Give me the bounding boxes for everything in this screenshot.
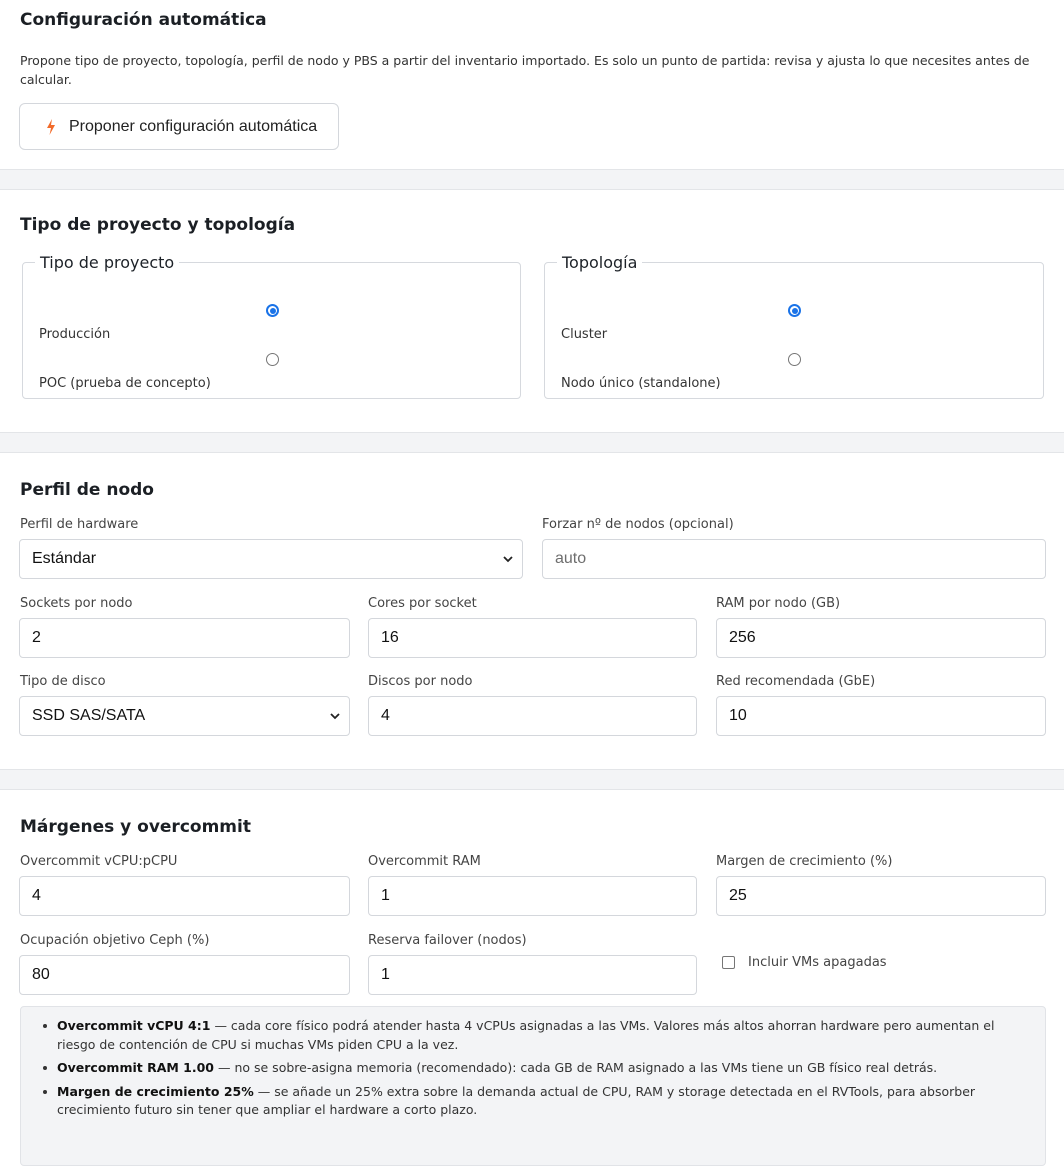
vcpu-overcommit-value: 4 bbox=[32, 887, 41, 904]
node-profile-card bbox=[0, 452, 1064, 770]
network-label: Red recomendada (GbE) bbox=[716, 674, 876, 689]
cores-value: 16 bbox=[381, 629, 399, 646]
note-vcpu-bold: Overcommit vCPU 4:1 bbox=[57, 1018, 211, 1033]
note-ram-text: — no se sobre-asigna memoria (recomendado): cada GB de RAM asignado a las VMs tiene un GB físico real detrás. bbox=[214, 1060, 938, 1075]
chevron-down-icon bbox=[329, 710, 341, 722]
growth-margin-input[interactable] bbox=[716, 876, 1046, 916]
radio-cluster[interactable] bbox=[788, 304, 801, 317]
disk-type-label: Tipo de disco bbox=[20, 674, 106, 689]
ram-overcommit-label: Overcommit RAM bbox=[368, 854, 481, 869]
propose-auto-config-label: Proponer configuración automática bbox=[69, 117, 318, 135]
ram-label: RAM por nodo (GB) bbox=[716, 596, 841, 611]
ram-input[interactable] bbox=[716, 618, 1046, 658]
radio-standalone[interactable] bbox=[788, 353, 801, 366]
project-type-legend: Tipo de proyecto bbox=[40, 253, 175, 272]
radio-poc[interactable] bbox=[266, 353, 279, 366]
sockets-input[interactable] bbox=[19, 618, 350, 658]
include-off-vms-label: Incluir VMs apagadas bbox=[748, 955, 887, 970]
topology-group bbox=[544, 253, 1044, 399]
disks-input[interactable] bbox=[368, 696, 697, 736]
radio-produccion[interactable] bbox=[266, 304, 279, 317]
ceph-target-input[interactable] bbox=[19, 955, 350, 995]
network-input[interactable] bbox=[716, 696, 1046, 736]
list-item bbox=[57, 1017, 1025, 1054]
disk-type-value: SSD SAS/SATA bbox=[32, 707, 146, 724]
hardware-profile-value: Estándar bbox=[32, 550, 97, 567]
chevron-down-icon bbox=[502, 553, 514, 565]
vcpu-overcommit-label: Overcommit vCPU:pCPU bbox=[20, 854, 178, 869]
note-growth-bold: Margen de crecimiento 25% bbox=[57, 1083, 254, 1099]
auto-config-description: Propone tipo de proyecto, topología, perfil de nodo y PBS a partir del inventario importado. Es solo un punto de partida: revisa y ajusta lo que necesites antes de calcular. bbox=[20, 53, 1030, 87]
failover-reserve-value: 1 bbox=[381, 966, 390, 983]
vcpu-overcommit-input[interactable] bbox=[19, 876, 350, 916]
ram-overcommit-value: 1 bbox=[381, 887, 390, 904]
sockets-label: Sockets por nodo bbox=[20, 596, 133, 611]
force-nodes-label: Forzar nº de nodos (opcional) bbox=[542, 517, 734, 532]
failover-reserve-input[interactable] bbox=[368, 955, 697, 995]
hardware-profile-label: Perfil de hardware bbox=[20, 517, 139, 532]
cores-label: Cores por socket bbox=[368, 596, 477, 611]
bolt-icon bbox=[46, 119, 56, 135]
option-standalone-label: Nodo único (standalone) bbox=[561, 376, 721, 391]
growth-margin-label: Margen de crecimiento (%) bbox=[716, 854, 893, 869]
ceph-target-label: Ocupación objetivo Ceph (%) bbox=[20, 933, 210, 948]
option-produccion-label: Producción bbox=[39, 327, 111, 342]
topology-legend: Topología bbox=[562, 253, 638, 272]
include-off-vms-checkbox[interactable] bbox=[722, 956, 735, 969]
option-poc-label: POC (prueba de concepto) bbox=[39, 376, 211, 391]
hardware-profile-select[interactable] bbox=[19, 539, 523, 579]
disks-label: Discos por nodo bbox=[368, 674, 473, 689]
disks-value: 4 bbox=[381, 707, 390, 724]
force-nodes-placeholder: auto bbox=[555, 550, 587, 567]
node-profile-title: Perfil de nodo bbox=[20, 480, 154, 500]
network-value: 10 bbox=[729, 707, 747, 724]
project-topology-card bbox=[0, 189, 1064, 433]
propose-auto-config-button[interactable] bbox=[19, 103, 339, 150]
note-vcpu-text: — cada core físico podrá atender hasta 4 vCPUs asignadas a las VMs. Valores más altos ahorran hardware pero aumentan el riesgo de contención de CPU si muchas VMs piden CPU a la vez. bbox=[57, 1018, 995, 1052]
project-topology-title: Tipo de proyecto y topología bbox=[20, 215, 296, 235]
project-type-group bbox=[22, 253, 521, 399]
ram-overcommit-input[interactable] bbox=[368, 876, 697, 916]
auto-config-title: Configuración automática bbox=[20, 10, 267, 30]
growth-margin-value: 25 bbox=[729, 887, 747, 904]
auto-config-card bbox=[0, 0, 1064, 170]
list-item bbox=[57, 1083, 1025, 1120]
ram-value: 256 bbox=[729, 629, 756, 646]
margins-title: Márgenes y overcommit bbox=[20, 817, 251, 837]
disk-type-select[interactable] bbox=[19, 696, 350, 736]
list-item bbox=[57, 1059, 1025, 1078]
note-growth-text: — se añade un 25% extra sobre la demanda actual de CPU, RAM y storage detectada en el RVTools, para absorber crecimiento futuro sin tener que ampliar el hardware a corto plazo. bbox=[57, 1083, 976, 1117]
option-cluster-label: Cluster bbox=[561, 327, 608, 342]
force-nodes-input[interactable] bbox=[542, 539, 1046, 579]
ceph-target-value: 80 bbox=[32, 966, 50, 983]
overcommit-notes bbox=[20, 1006, 1046, 1166]
cores-input[interactable] bbox=[368, 618, 697, 658]
note-ram-bold: Overcommit RAM 1.00 bbox=[57, 1060, 215, 1075]
failover-reserve-label: Reserva failover (nodos) bbox=[368, 933, 527, 948]
sockets-value: 2 bbox=[32, 629, 41, 646]
